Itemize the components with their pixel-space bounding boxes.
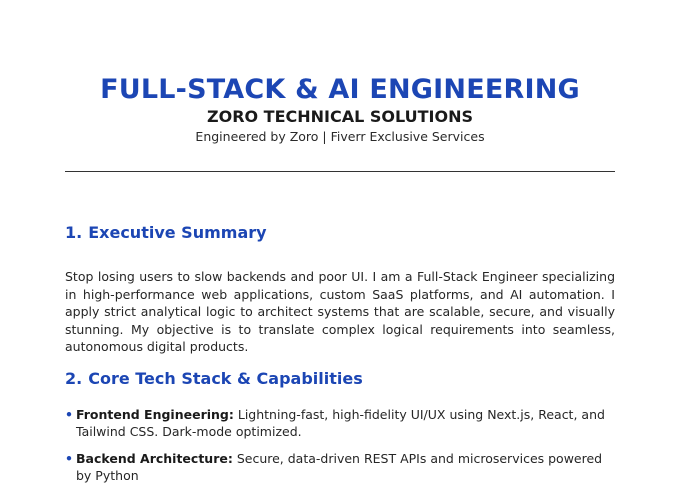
list-item-text: Lightning-fast, high-fidelity UI/UX using Next.js, React, and Tailwind CSS. Dark-mode optimized. [76,407,605,439]
section-heading-core-tech-stack [65,369,363,388]
section-heading-executive-summary [65,223,267,242]
section-number: 2. [65,369,83,388]
list-item-label: Backend Architecture: [76,451,233,466]
list-item-label: Frontend Engineering: [76,407,234,422]
bullet-dot-icon: • [65,407,73,422]
section-title: Executive Summary [88,223,267,242]
section-number: 1. [65,223,83,242]
document-subtitle: ZORO TECHNICAL SOLUTIONS [206,107,474,126]
header-divider [65,171,615,172]
list-item-text: Secure, data-driven REST APIs and microservices powered by Python [76,451,603,483]
section-title: Core Tech Stack & Capabilities [88,369,363,388]
bullet-dot-icon: • [65,451,73,466]
capabilities-list [65,406,615,494]
executive-summary-paragraph: Stop losing users to slow backends and poor UI. I am a Full-Stack Engineer specializing in high-performance web applications, custom SaaS platforms, and AI automation. I apply strict analytical logic to architect systems that are scalable, secure, and visually stunning. My objective is to translate complex logical requirements into seamless, autonomous digital products. [65,269,615,355]
list-item [65,406,615,440]
document-title: FULL-STACK & AI ENGINEERING [100,74,580,105]
list-item [65,450,615,484]
document-tagline: Engineered by Zoro | Fiverr Exclusive Services [195,129,485,144]
